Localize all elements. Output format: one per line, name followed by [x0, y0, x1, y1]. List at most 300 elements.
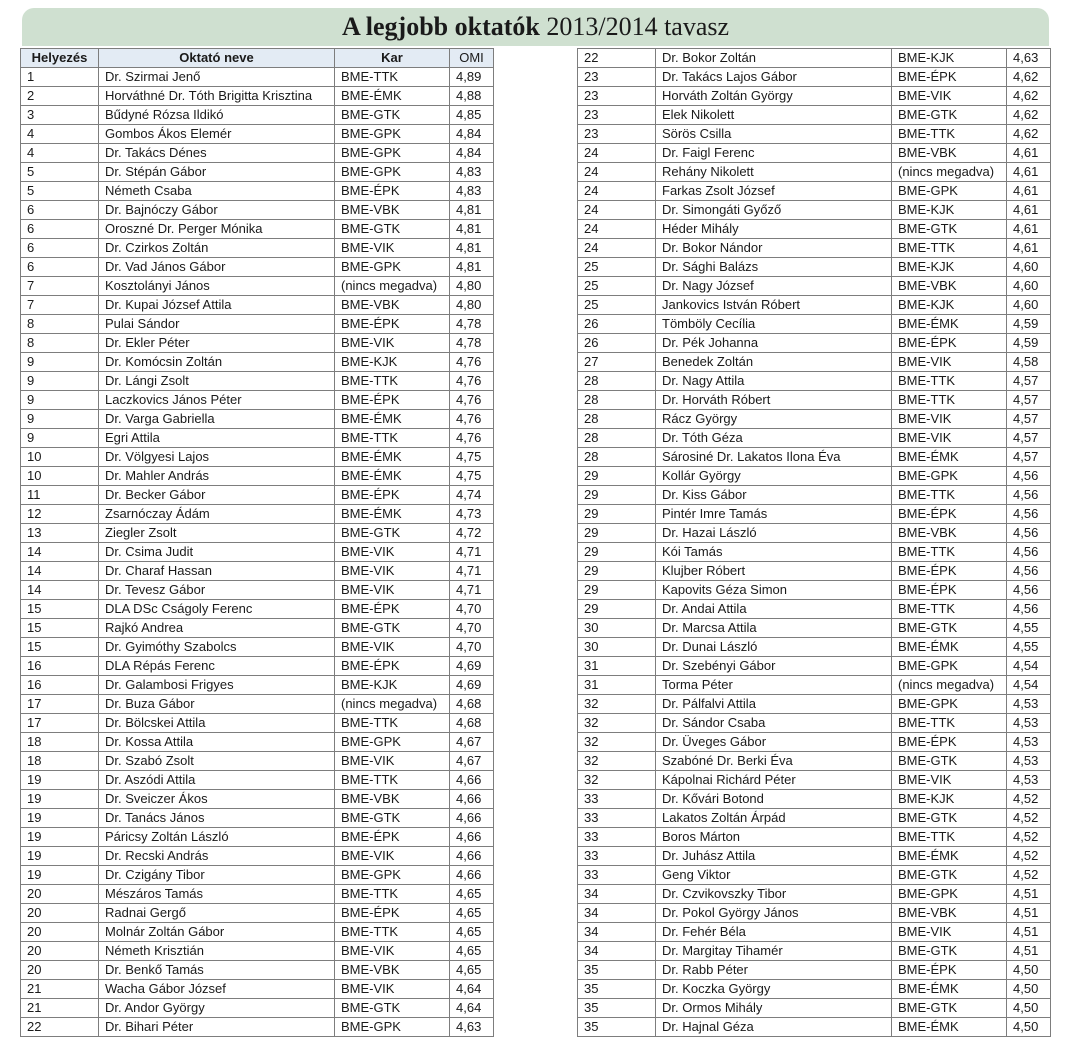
score-cell: 4,56 [1007, 543, 1051, 562]
name-cell: Zsarnóczay Ádám [99, 505, 335, 524]
table-row [578, 809, 1051, 828]
faculty-cell: BME-VBK [335, 961, 450, 980]
faculty-cell: BME-KJK [335, 676, 450, 695]
score-cell: 4,51 [1007, 942, 1051, 961]
score-cell: 4,85 [450, 106, 494, 125]
faculty-cell: BME-VIK [892, 771, 1007, 790]
score-cell: 4,71 [450, 581, 494, 600]
rank-cell: 33 [578, 809, 656, 828]
rank-cell: 6 [21, 220, 99, 239]
name-cell: DLA Répás Ferenc [99, 657, 335, 676]
faculty-cell: BME-KJK [892, 201, 1007, 220]
rank-cell: 32 [578, 714, 656, 733]
faculty-cell: BME-GPK [892, 695, 1007, 714]
name-cell: Dr. Gyimóthy Szabolcs [99, 638, 335, 657]
name-cell: Kápolnai Richárd Péter [656, 771, 892, 790]
name-cell: Dr. Czirkos Zoltán [99, 239, 335, 258]
score-cell: 4,61 [1007, 220, 1051, 239]
rank-cell: 19 [21, 771, 99, 790]
rank-cell: 20 [21, 885, 99, 904]
table-row [578, 733, 1051, 752]
score-cell: 4,81 [450, 239, 494, 258]
table-row [578, 752, 1051, 771]
faculty-cell: BME-GTK [892, 866, 1007, 885]
faculty-cell: BME-GTK [335, 106, 450, 125]
score-cell: 4,62 [1007, 125, 1051, 144]
score-cell: 4,69 [450, 657, 494, 676]
name-cell: Szabóné Dr. Berki Éva [656, 752, 892, 771]
score-cell: 4,76 [450, 353, 494, 372]
name-cell: Elek Nikolett [656, 106, 892, 125]
rank-cell: 7 [21, 277, 99, 296]
table-row [578, 296, 1051, 315]
ranking-rows-left [21, 68, 494, 1037]
rank-cell: 20 [21, 961, 99, 980]
rank-cell: 11 [21, 486, 99, 505]
score-cell: 4,68 [450, 714, 494, 733]
rank-cell: 31 [578, 657, 656, 676]
rank-cell: 6 [21, 239, 99, 258]
table-row [21, 619, 494, 638]
table-row [578, 429, 1051, 448]
table-row [578, 676, 1051, 695]
faculty-cell: BME-VIK [892, 87, 1007, 106]
rank-cell: 29 [578, 524, 656, 543]
rank-cell: 28 [578, 429, 656, 448]
name-cell: Dr. Stépán Gábor [99, 163, 335, 182]
table-row [578, 505, 1051, 524]
score-cell: 4,57 [1007, 410, 1051, 429]
name-cell: Rajkó Andrea [99, 619, 335, 638]
table-row [21, 828, 494, 847]
table-row [21, 1018, 494, 1037]
score-cell: 4,56 [1007, 467, 1051, 486]
faculty-cell: BME-VIK [335, 980, 450, 999]
rank-cell: 3 [21, 106, 99, 125]
table-row [21, 467, 494, 486]
name-cell: Boros Márton [656, 828, 892, 847]
name-cell: Dr. Sveiczer Ákos [99, 790, 335, 809]
rank-cell: 10 [21, 448, 99, 467]
score-cell: 4,53 [1007, 771, 1051, 790]
faculty-cell: BME-VIK [335, 942, 450, 961]
name-cell: Dr. Margitay Tihamér [656, 942, 892, 961]
table-row [578, 258, 1051, 277]
name-cell: Oroszné Dr. Perger Mónika [99, 220, 335, 239]
score-cell: 4,76 [450, 410, 494, 429]
rank-cell: 13 [21, 524, 99, 543]
name-cell: Dr. Bölcskei Attila [99, 714, 335, 733]
table-row [21, 106, 494, 125]
faculty-cell: BME-GPK [335, 866, 450, 885]
rank-cell: 9 [21, 372, 99, 391]
rank-cell: 1 [21, 68, 99, 87]
score-cell: 4,78 [450, 334, 494, 353]
rank-cell: 23 [578, 125, 656, 144]
rank-cell: 5 [21, 163, 99, 182]
faculty-cell: BME-ÉPK [892, 581, 1007, 600]
score-cell: 4,72 [450, 524, 494, 543]
name-cell: Dr. Bihari Péter [99, 1018, 335, 1037]
table-row [21, 581, 494, 600]
faculty-cell: BME-ÉPK [892, 334, 1007, 353]
name-cell: Héder Mihály [656, 220, 892, 239]
name-cell: Egri Attila [99, 429, 335, 448]
rank-cell: 9 [21, 391, 99, 410]
faculty-cell: BME-GPK [892, 657, 1007, 676]
table-row [21, 600, 494, 619]
rank-cell: 14 [21, 581, 99, 600]
faculty-cell: BME-KJK [892, 49, 1007, 68]
rank-cell: 28 [578, 410, 656, 429]
faculty-cell: BME-ÉPK [892, 733, 1007, 752]
name-cell: Németh Krisztián [99, 942, 335, 961]
table-row [578, 372, 1051, 391]
score-cell: 4,56 [1007, 581, 1051, 600]
name-cell: Dr. Takács Lajos Gábor [656, 68, 892, 87]
table-row [578, 543, 1051, 562]
name-cell: Dr. Bokor Nándor [656, 239, 892, 258]
name-cell: Dr. Rabb Péter [656, 961, 892, 980]
rank-cell: 16 [21, 657, 99, 676]
faculty-cell: BME-ÉPK [335, 657, 450, 676]
header-faculty: Kar [335, 49, 450, 68]
rank-cell: 19 [21, 790, 99, 809]
score-cell: 4,53 [1007, 714, 1051, 733]
faculty-cell: BME-TTK [335, 771, 450, 790]
rank-cell: 10 [21, 467, 99, 486]
table-row [578, 182, 1051, 201]
header-rank: Helyezés [21, 49, 99, 68]
rank-cell: 26 [578, 334, 656, 353]
rank-cell: 35 [578, 999, 656, 1018]
table-row [21, 144, 494, 163]
table-row [578, 49, 1051, 68]
table-row [578, 600, 1051, 619]
rank-cell: 35 [578, 1018, 656, 1037]
table-row [21, 847, 494, 866]
table-row [21, 448, 494, 467]
score-cell: 4,56 [1007, 562, 1051, 581]
faculty-cell: BME-GTK [335, 220, 450, 239]
faculty-cell: BME-ÉMK [335, 505, 450, 524]
score-cell: 4,67 [450, 752, 494, 771]
rank-cell: 34 [578, 923, 656, 942]
name-cell: Rácz György [656, 410, 892, 429]
rank-cell: 28 [578, 372, 656, 391]
rank-cell: 34 [578, 942, 656, 961]
faculty-cell: BME-ÉPK [335, 828, 450, 847]
name-cell: Dr. Ekler Péter [99, 334, 335, 353]
table-row [578, 695, 1051, 714]
score-cell: 4,88 [450, 87, 494, 106]
rank-cell: 4 [21, 144, 99, 163]
rank-cell: 35 [578, 980, 656, 999]
score-cell: 4,65 [450, 942, 494, 961]
faculty-cell: BME-VIK [892, 429, 1007, 448]
table-row [21, 562, 494, 581]
table-row [578, 201, 1051, 220]
score-cell: 4,63 [450, 1018, 494, 1037]
faculty-cell: BME-GTK [892, 752, 1007, 771]
score-cell: 4,80 [450, 277, 494, 296]
name-cell: Radnai Gergő [99, 904, 335, 923]
score-cell: 4,67 [450, 733, 494, 752]
score-cell: 4,61 [1007, 239, 1051, 258]
table-row [578, 904, 1051, 923]
faculty-cell: BME-VIK [892, 923, 1007, 942]
table-row [578, 961, 1051, 980]
page-title [22, 8, 1049, 46]
score-cell: 4,52 [1007, 809, 1051, 828]
score-cell: 4,63 [1007, 49, 1051, 68]
name-cell: Dr. Faigl Ferenc [656, 144, 892, 163]
faculty-cell: BME-GTK [335, 619, 450, 638]
faculty-cell: BME-ÉMK [892, 448, 1007, 467]
table-row [578, 524, 1051, 543]
table-row [21, 296, 494, 315]
score-cell: 4,57 [1007, 448, 1051, 467]
rank-cell: 25 [578, 296, 656, 315]
faculty-cell: BME-TTK [892, 125, 1007, 144]
score-cell: 4,66 [450, 790, 494, 809]
rank-cell: 23 [578, 106, 656, 125]
score-cell: 4,66 [450, 771, 494, 790]
table-row [21, 68, 494, 87]
rank-cell: 5 [21, 182, 99, 201]
score-cell: 4,60 [1007, 277, 1051, 296]
table-row [21, 809, 494, 828]
table-row [21, 752, 494, 771]
faculty-cell: BME-GTK [892, 106, 1007, 125]
faculty-cell: BME-ÉMK [335, 410, 450, 429]
name-cell: Dr. Szirmai Jenő [99, 68, 335, 87]
table-row [578, 923, 1051, 942]
score-cell: 4,64 [450, 980, 494, 999]
score-cell: 4,76 [450, 391, 494, 410]
rank-cell: 29 [578, 467, 656, 486]
name-cell: Dr. Komócsin Zoltán [99, 353, 335, 372]
name-cell: Dr. Dunai László [656, 638, 892, 657]
name-cell: Ziegler Zsolt [99, 524, 335, 543]
score-cell: 4,76 [450, 372, 494, 391]
faculty-cell: BME-GPK [335, 1018, 450, 1037]
name-cell: Dr. Tevesz Gábor [99, 581, 335, 600]
table-row [21, 239, 494, 258]
score-cell: 4,65 [450, 961, 494, 980]
score-cell: 4,59 [1007, 315, 1051, 334]
rank-cell: 32 [578, 695, 656, 714]
faculty-cell: BME-ÉMK [892, 638, 1007, 657]
name-cell: Dr. Kővári Botond [656, 790, 892, 809]
score-cell: 4,75 [450, 448, 494, 467]
faculty-cell: BME-ÉMK [335, 87, 450, 106]
name-cell: Dr. Lángi Zsolt [99, 372, 335, 391]
faculty-cell: BME-GTK [335, 809, 450, 828]
rank-cell: 30 [578, 619, 656, 638]
faculty-cell: BME-GTK [892, 999, 1007, 1018]
score-cell: 4,61 [1007, 201, 1051, 220]
score-cell: 4,64 [450, 999, 494, 1018]
name-cell: Bűdyné Rózsa Ildikó [99, 106, 335, 125]
score-cell: 4,55 [1007, 619, 1051, 638]
score-cell: 4,61 [1007, 144, 1051, 163]
table-row [578, 942, 1051, 961]
score-cell: 4,51 [1007, 885, 1051, 904]
rank-cell: 35 [578, 961, 656, 980]
faculty-cell: BME-KJK [335, 353, 450, 372]
name-cell: Dr. Kossa Attila [99, 733, 335, 752]
rank-cell: 17 [21, 714, 99, 733]
score-cell: 4,70 [450, 638, 494, 657]
name-cell: Dr. Bajnóczy Gábor [99, 201, 335, 220]
table-row [578, 220, 1051, 239]
name-cell: Dr. Csima Judit [99, 543, 335, 562]
table-row [21, 923, 494, 942]
name-cell: Dr. Sándor Csaba [656, 714, 892, 733]
faculty-cell: BME-VIK [335, 543, 450, 562]
rank-cell: 9 [21, 353, 99, 372]
faculty-cell: BME-TTK [335, 372, 450, 391]
table-row [21, 733, 494, 752]
table-row [21, 429, 494, 448]
table-row [21, 315, 494, 334]
table-row [21, 714, 494, 733]
rank-cell: 18 [21, 752, 99, 771]
score-cell: 4,53 [1007, 752, 1051, 771]
name-cell: Torma Péter [656, 676, 892, 695]
faculty-cell: BME-ÉMK [892, 1018, 1007, 1037]
rank-cell: 23 [578, 87, 656, 106]
table-row [578, 334, 1051, 353]
faculty-cell: BME-GTK [892, 220, 1007, 239]
name-cell: Dr. Horváth Róbert [656, 391, 892, 410]
rank-cell: 28 [578, 448, 656, 467]
rank-cell: 23 [578, 68, 656, 87]
faculty-cell: BME-TTK [892, 714, 1007, 733]
table-row [21, 182, 494, 201]
table-row [21, 543, 494, 562]
rank-cell: 29 [578, 600, 656, 619]
name-cell: Pulai Sándor [99, 315, 335, 334]
score-cell: 4,71 [450, 543, 494, 562]
name-cell: Dr. Bokor Zoltán [656, 49, 892, 68]
rank-cell: 21 [21, 999, 99, 1018]
score-cell: 4,50 [1007, 1018, 1051, 1037]
score-cell: 4,53 [1007, 695, 1051, 714]
name-cell: Dr. Hajnal Géza [656, 1018, 892, 1037]
score-cell: 4,53 [1007, 733, 1051, 752]
rank-cell: 33 [578, 828, 656, 847]
table-row [21, 334, 494, 353]
name-cell: Molnár Zoltán Gábor [99, 923, 335, 942]
table-row [21, 220, 494, 239]
faculty-cell: BME-VIK [335, 638, 450, 657]
name-cell: Kapovits Géza Simon [656, 581, 892, 600]
faculty-cell: BME-TTK [335, 429, 450, 448]
rank-cell: 22 [578, 49, 656, 68]
name-cell: Dr. Recski András [99, 847, 335, 866]
rank-cell: 14 [21, 562, 99, 581]
rank-cell: 26 [578, 315, 656, 334]
table-row [21, 486, 494, 505]
table-row [578, 999, 1051, 1018]
name-cell: Németh Csaba [99, 182, 335, 201]
rank-cell: 8 [21, 334, 99, 353]
rank-cell: 19 [21, 828, 99, 847]
name-cell: Dr. Marcsa Attila [656, 619, 892, 638]
score-cell: 4,52 [1007, 866, 1051, 885]
table-row [21, 866, 494, 885]
name-cell: Dr. Andai Attila [656, 600, 892, 619]
score-cell: 4,57 [1007, 391, 1051, 410]
faculty-cell: BME-KJK [892, 790, 1007, 809]
ranking-table-right [577, 48, 1051, 1037]
rank-cell: 14 [21, 543, 99, 562]
name-cell: Tömböly Cecília [656, 315, 892, 334]
faculty-cell: BME-TTK [892, 600, 1007, 619]
faculty-cell: BME-VIK [335, 334, 450, 353]
faculty-cell: BME-VBK [892, 904, 1007, 923]
score-cell: 4,76 [450, 429, 494, 448]
score-cell: 4,81 [450, 220, 494, 239]
rank-cell: 24 [578, 220, 656, 239]
faculty-cell: BME-ÉMK [892, 315, 1007, 334]
score-cell: 4,57 [1007, 372, 1051, 391]
name-cell: Laczkovics János Péter [99, 391, 335, 410]
name-cell: Dr. Charaf Hassan [99, 562, 335, 581]
faculty-cell: BME-VIK [335, 562, 450, 581]
score-cell: 4,73 [450, 505, 494, 524]
table-row [578, 410, 1051, 429]
faculty-cell: BME-ÉPK [335, 315, 450, 334]
faculty-cell: BME-ÉPK [892, 562, 1007, 581]
name-cell: Dr. Pálfalvi Attila [656, 695, 892, 714]
table-row [21, 258, 494, 277]
table-row [21, 410, 494, 429]
faculty-cell: BME-ÉPK [892, 505, 1007, 524]
faculty-cell: BME-GTK [892, 619, 1007, 638]
faculty-cell: BME-GPK [335, 144, 450, 163]
rank-cell: 20 [21, 942, 99, 961]
score-cell: 4,52 [1007, 790, 1051, 809]
rank-cell: 32 [578, 733, 656, 752]
score-cell: 4,84 [450, 125, 494, 144]
rank-cell: 9 [21, 410, 99, 429]
table-row [21, 904, 494, 923]
table-row [21, 201, 494, 220]
name-cell: Dr. Mahler András [99, 467, 335, 486]
name-cell: Dr. Czigány Tibor [99, 866, 335, 885]
score-cell: 4,62 [1007, 106, 1051, 125]
score-cell: 4,51 [1007, 923, 1051, 942]
name-cell: Dr. Takács Dénes [99, 144, 335, 163]
score-cell: 4,66 [450, 866, 494, 885]
table-row [578, 1018, 1051, 1037]
rank-cell: 24 [578, 163, 656, 182]
rank-cell: 24 [578, 182, 656, 201]
name-cell: Dr. Hazai László [656, 524, 892, 543]
score-cell: 4,51 [1007, 904, 1051, 923]
table-row [578, 391, 1051, 410]
table-row [578, 980, 1051, 999]
table-row [578, 163, 1051, 182]
name-cell: Horváthné Dr. Tóth Brigitta Krisztina [99, 87, 335, 106]
name-cell: Dr. Kupai József Attila [99, 296, 335, 315]
table-row [21, 885, 494, 904]
faculty-cell: BME-TTK [892, 239, 1007, 258]
table-row [21, 961, 494, 980]
